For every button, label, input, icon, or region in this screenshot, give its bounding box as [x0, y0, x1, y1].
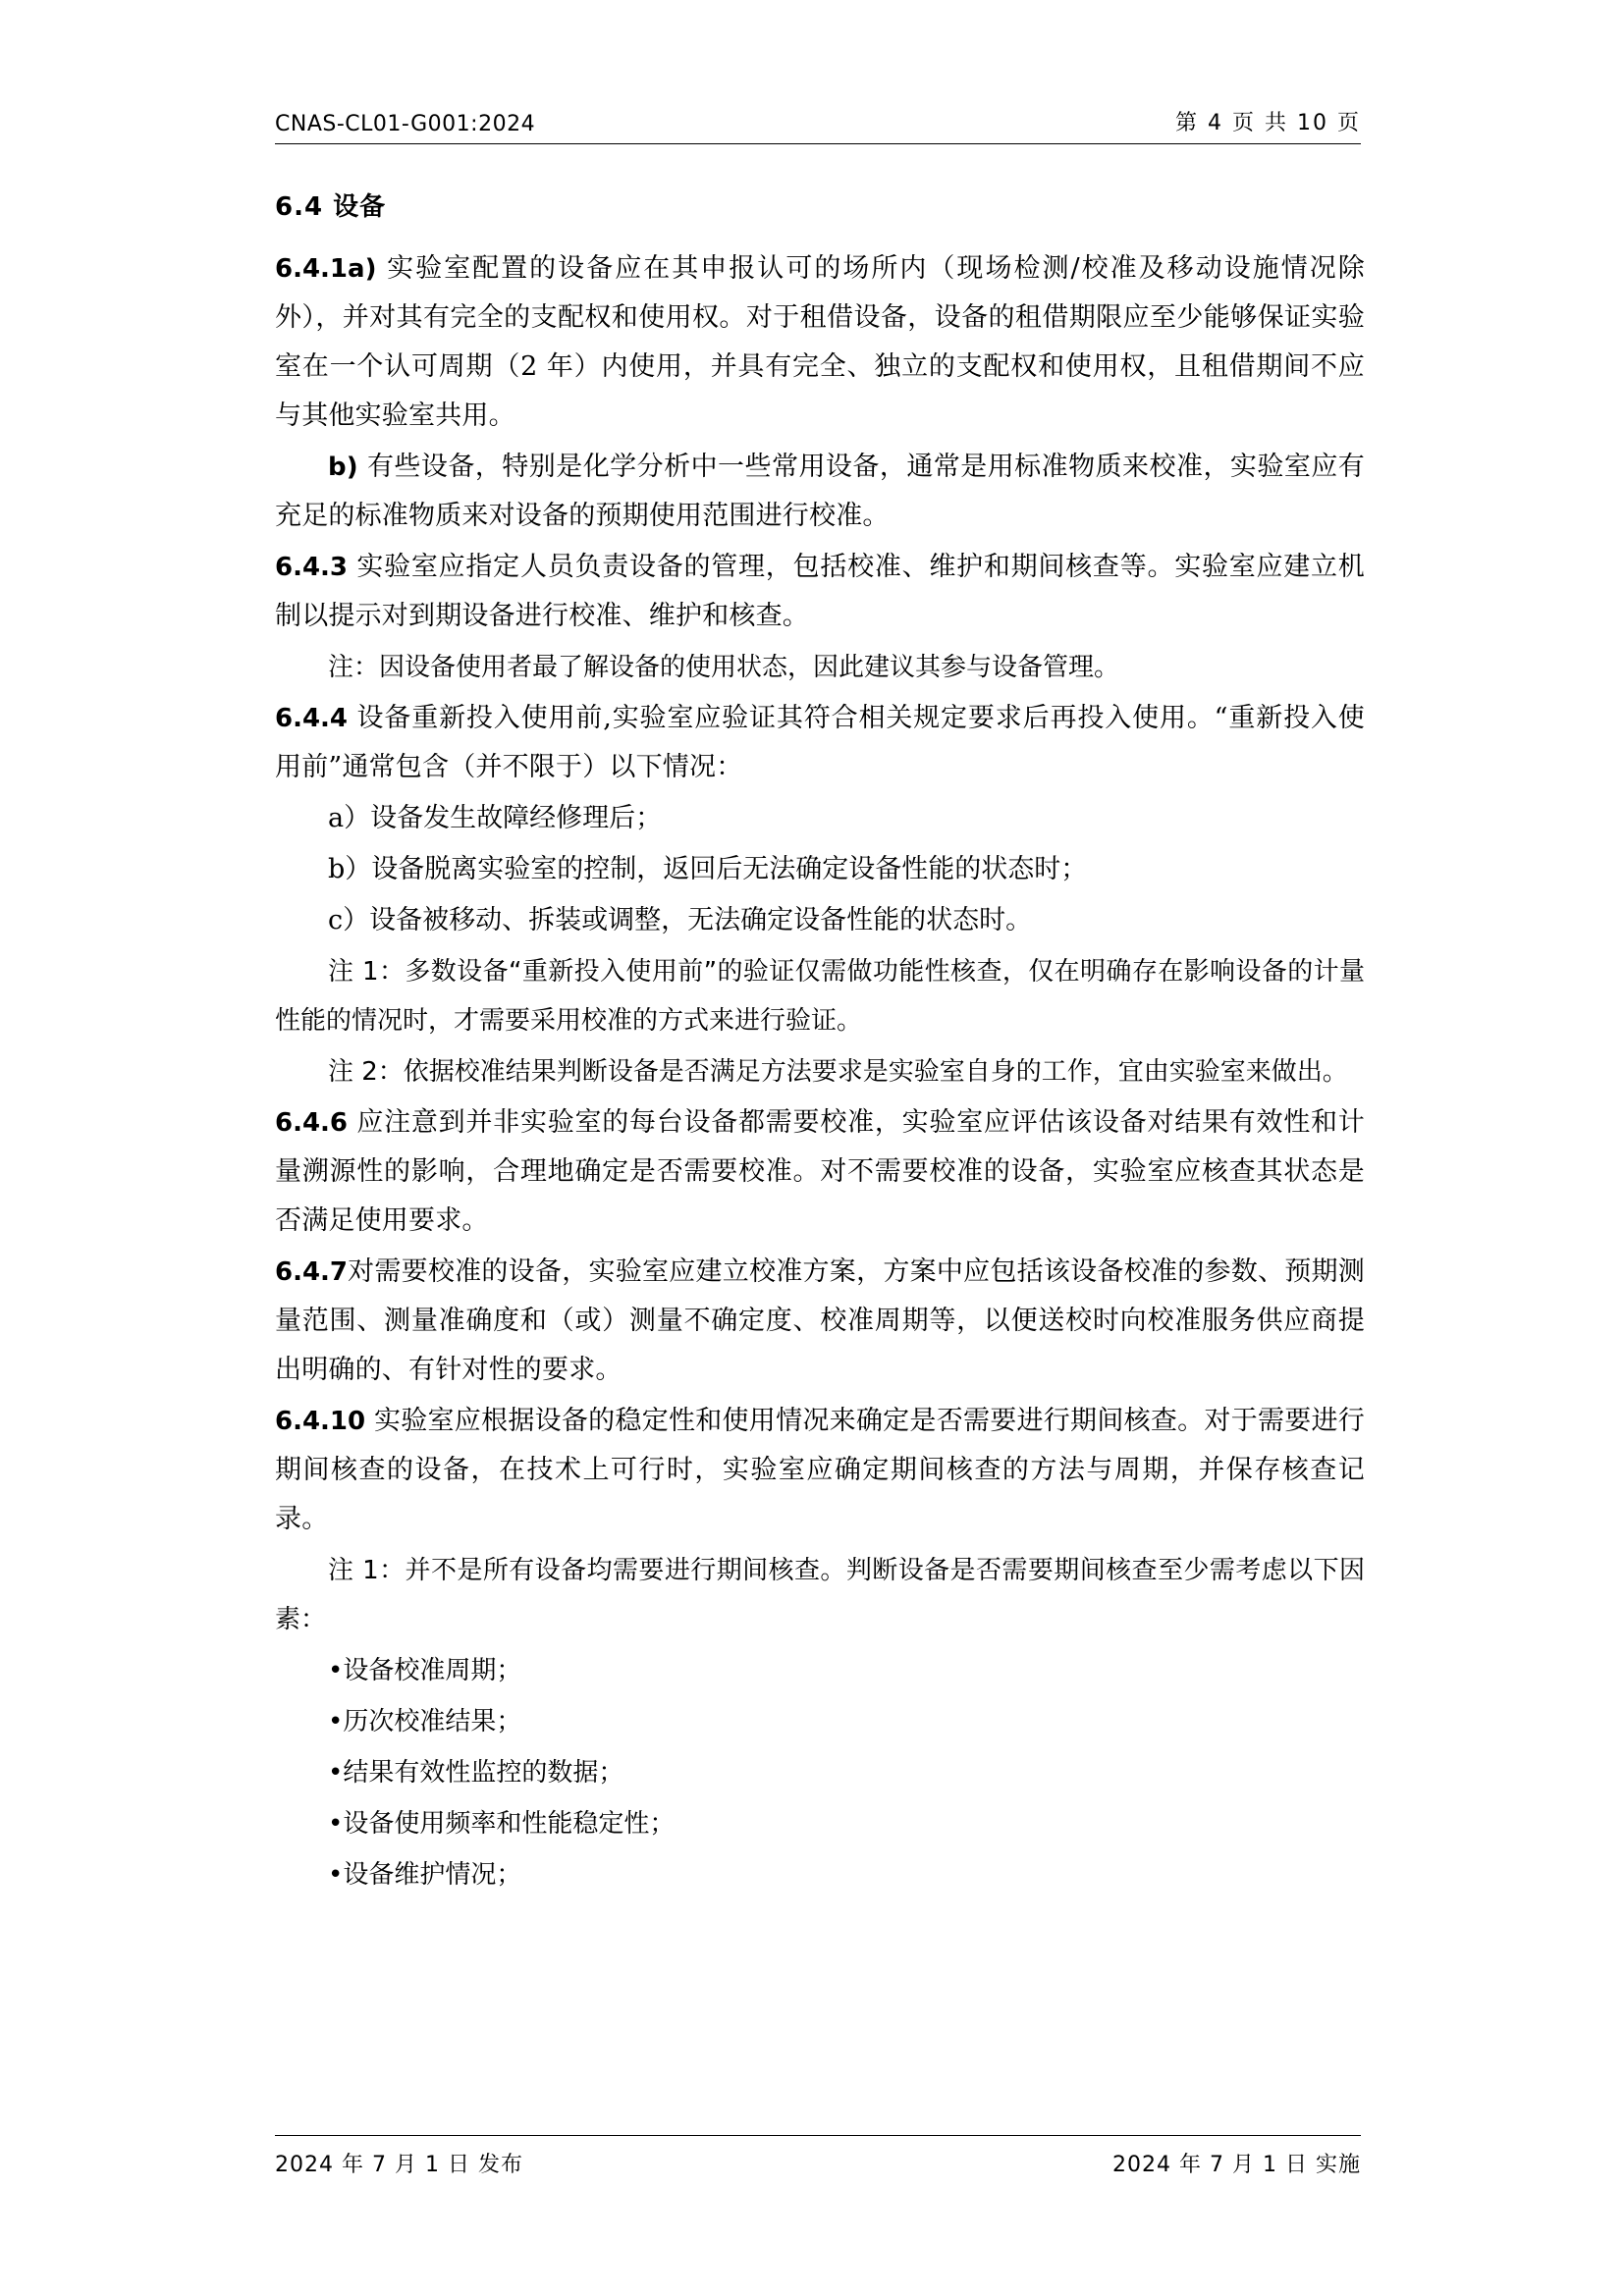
- clause-6-4-4: [275, 694, 1365, 792]
- clause-number: 6.4.3: [275, 553, 349, 582]
- note-6-4-4-2: 注 2：依据校准结果判断设备是否满足方法要求是实验室自身的工作，宜由实验室来做出。: [328, 1057, 1348, 1087]
- page-header: [275, 106, 1361, 136]
- header-divider: [275, 143, 1361, 144]
- list-item: b）设备脱离实验室的控制，返回后无法确定设备性能的状态时；: [328, 854, 1088, 884]
- clause-6-4-1-b: [275, 443, 1365, 541]
- clause-6-4-1-a: [275, 244, 1365, 441]
- bullet-item: •历次校准结果；: [328, 1707, 522, 1736]
- clause-text: 应注意到并非实验室的每台设备都需要校准，实验室应评估该设备对结果有效性和计量溯源性的影响，合理地确定是否需要校准。对不需要校准的设备，实验室应核查其状态是否满足使用要求。: [275, 1107, 1365, 1236]
- bullet-item: •结果有效性监控的数据；: [328, 1758, 624, 1788]
- clause-text: 实验室应指定人员负责设备的管理，包括校准、维护和期间核查等。实验室应建立机制以提示对到期设备进行校准、维护和核查。: [275, 552, 1365, 631]
- section-title: 6.4 设备: [275, 192, 387, 222]
- clause-text: 实验室应根据设备的稳定性和使用情况来确定是否需要进行期间核查。对于需要进行期间核查的设备，在技术上可行时，实验室应确定期间核查的方法与周期，并保存核查记录。: [275, 1406, 1365, 1534]
- clause-6-4-3: [275, 543, 1365, 641]
- note-6-4-4-1: 注 1：多数设备“重新投入使用前”的验证仅需做功能性核查，仅在明确存在影响设备的计量性能的情况时，才需要采用校准的方式来进行验证。: [275, 957, 1365, 1036]
- clause-number: 6.4.1a): [275, 254, 377, 284]
- bullet-item: •设备维护情况；: [328, 1860, 522, 1890]
- clause-6-4-6: [275, 1098, 1365, 1246]
- issue-date: 2024 年 7 月 1 日 发布: [275, 2153, 523, 2177]
- clause-text: 实验室配置的设备应在其申报认可的场所内（现场检测/校准及移动设施情况除外），并对其有完全的支配权和使用权。对于租借设备，设备的租借期限应至少能够保证实验室在一个认可周期（2 年）内使用，并具有完全、独立的支配权和使用权，且租借期间不应与其他实验室共用。: [275, 253, 1365, 431]
- clause-number: 6.4.7: [275, 1257, 349, 1287]
- clause-text: 有些设备，特别是化学分析中一些常用设备，通常是用标准物质来校准，实验室应有充足的标准物质来对设备的预期使用范围进行校准。: [275, 452, 1365, 531]
- bullet-item: •设备使用频率和性能稳定性；: [328, 1809, 676, 1839]
- list-item: a）设备发生故障经修理后；: [328, 803, 663, 833]
- footer-divider: [275, 2135, 1361, 2136]
- page-footer: [275, 2148, 1361, 2178]
- document-body: [275, 187, 1365, 1901]
- note-6-4-10-1: 注 1：并不是所有设备均需要进行期间核查。判断设备是否需要期间核查至少需考虑以下因素：: [275, 1556, 1365, 1634]
- effective-date: 2024 年 7 月 1 日 实施: [1112, 2153, 1361, 2177]
- note-6-4-3: 注：因设备使用者最了解设备的使用状态，因此建议其参与设备管理。: [328, 653, 1120, 682]
- clause-6-4-10: [275, 1397, 1365, 1544]
- list-item: c）设备被移动、拆装或调整，无法确定设备性能的状态时。: [328, 905, 1033, 935]
- bullet-item: •设备校准周期；: [328, 1656, 522, 1685]
- clause-6-4-7: [275, 1248, 1365, 1395]
- clause-text: 设备重新投入使用前,实验室应验证其符合相关规定要求后再投入使用。“重新投入使用前”通常包含（并不限于）以下情况：: [275, 703, 1365, 782]
- document-id: CNAS-CL01-G001:2024: [275, 112, 536, 136]
- page-number: 第 4 页 共 10 页: [1175, 111, 1361, 135]
- clause-number: 6.4.4: [275, 704, 349, 733]
- clause-number: 6.4.6: [275, 1108, 349, 1138]
- clause-number: b): [328, 453, 358, 482]
- clause-text: 对需要校准的设备，实验室应建立校准方案，方案中应包括该设备校准的参数、预期测量范围、测量准确度和（或）测量不确定度、校准周期等，以便送校时向校准服务供应商提出明确的、有针对性的要求。: [275, 1256, 1365, 1385]
- clause-number: 6.4.10: [275, 1407, 366, 1436]
